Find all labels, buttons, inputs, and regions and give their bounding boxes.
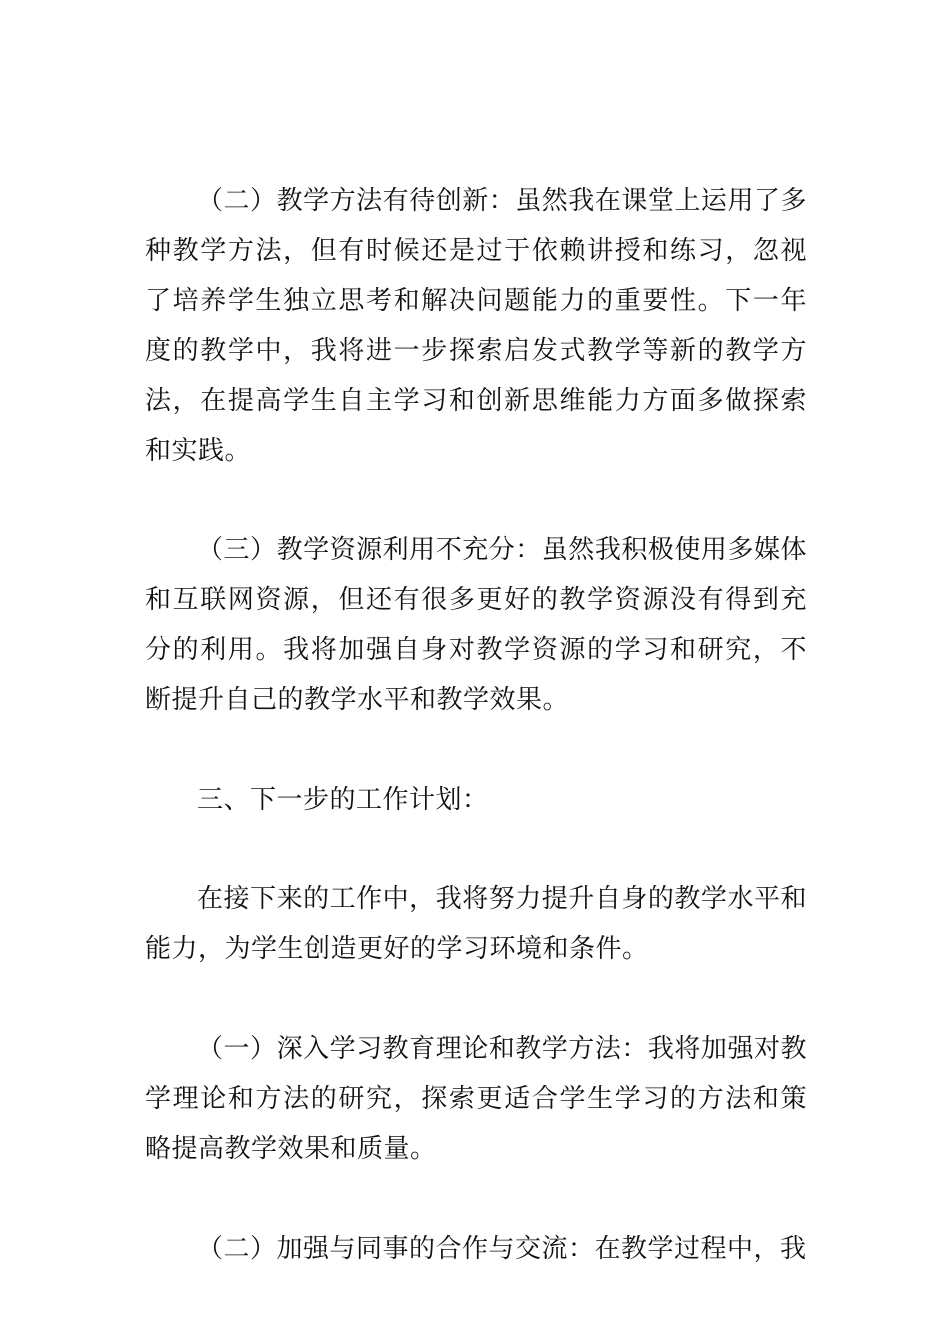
paragraph-teaching-methods: （二）教学方法有待创新：虽然我在课堂上运用了多种教学方法，但有时候还是过于依赖讲授和练习，忽视了培养学生独立思考和解决问题能力的重要性。下一年度的教学中，我将进一步探索启发式教学等新的教学方法，在提高学生自主学习和创新思维能力方面多做探索和实践。 (145, 186, 807, 466)
paragraph-study-theory: （一）深入学习教育理论和教学方法：我将加强对教学理论和方法的研究，探索更适合学生学习的方法和策略提高教学效果和质量。 (145, 1034, 807, 1164)
document-body (145, 176, 807, 1274)
paragraph-plan-intro: 在接下来的工作中，我将努力提升自身的教学水平和能力，为学生创造更好的学习环境和条件。 (145, 884, 807, 964)
paragraph-colleague-cooperation: （二）加强与同事的合作与交流：在教学过程中，我 (197, 1234, 807, 1264)
section-heading-next-plan: 三、下一步的工作计划： (197, 785, 489, 815)
paragraph-teaching-resources: （三）教学资源利用不充分：虽然我积极使用多媒体和互联网资源，但还有很多更好的教学资源没有得到充分的利用。我将加强自身对教学资源的学习和研究，不断提升自己的教学水平和教学效果。 (145, 535, 807, 715)
